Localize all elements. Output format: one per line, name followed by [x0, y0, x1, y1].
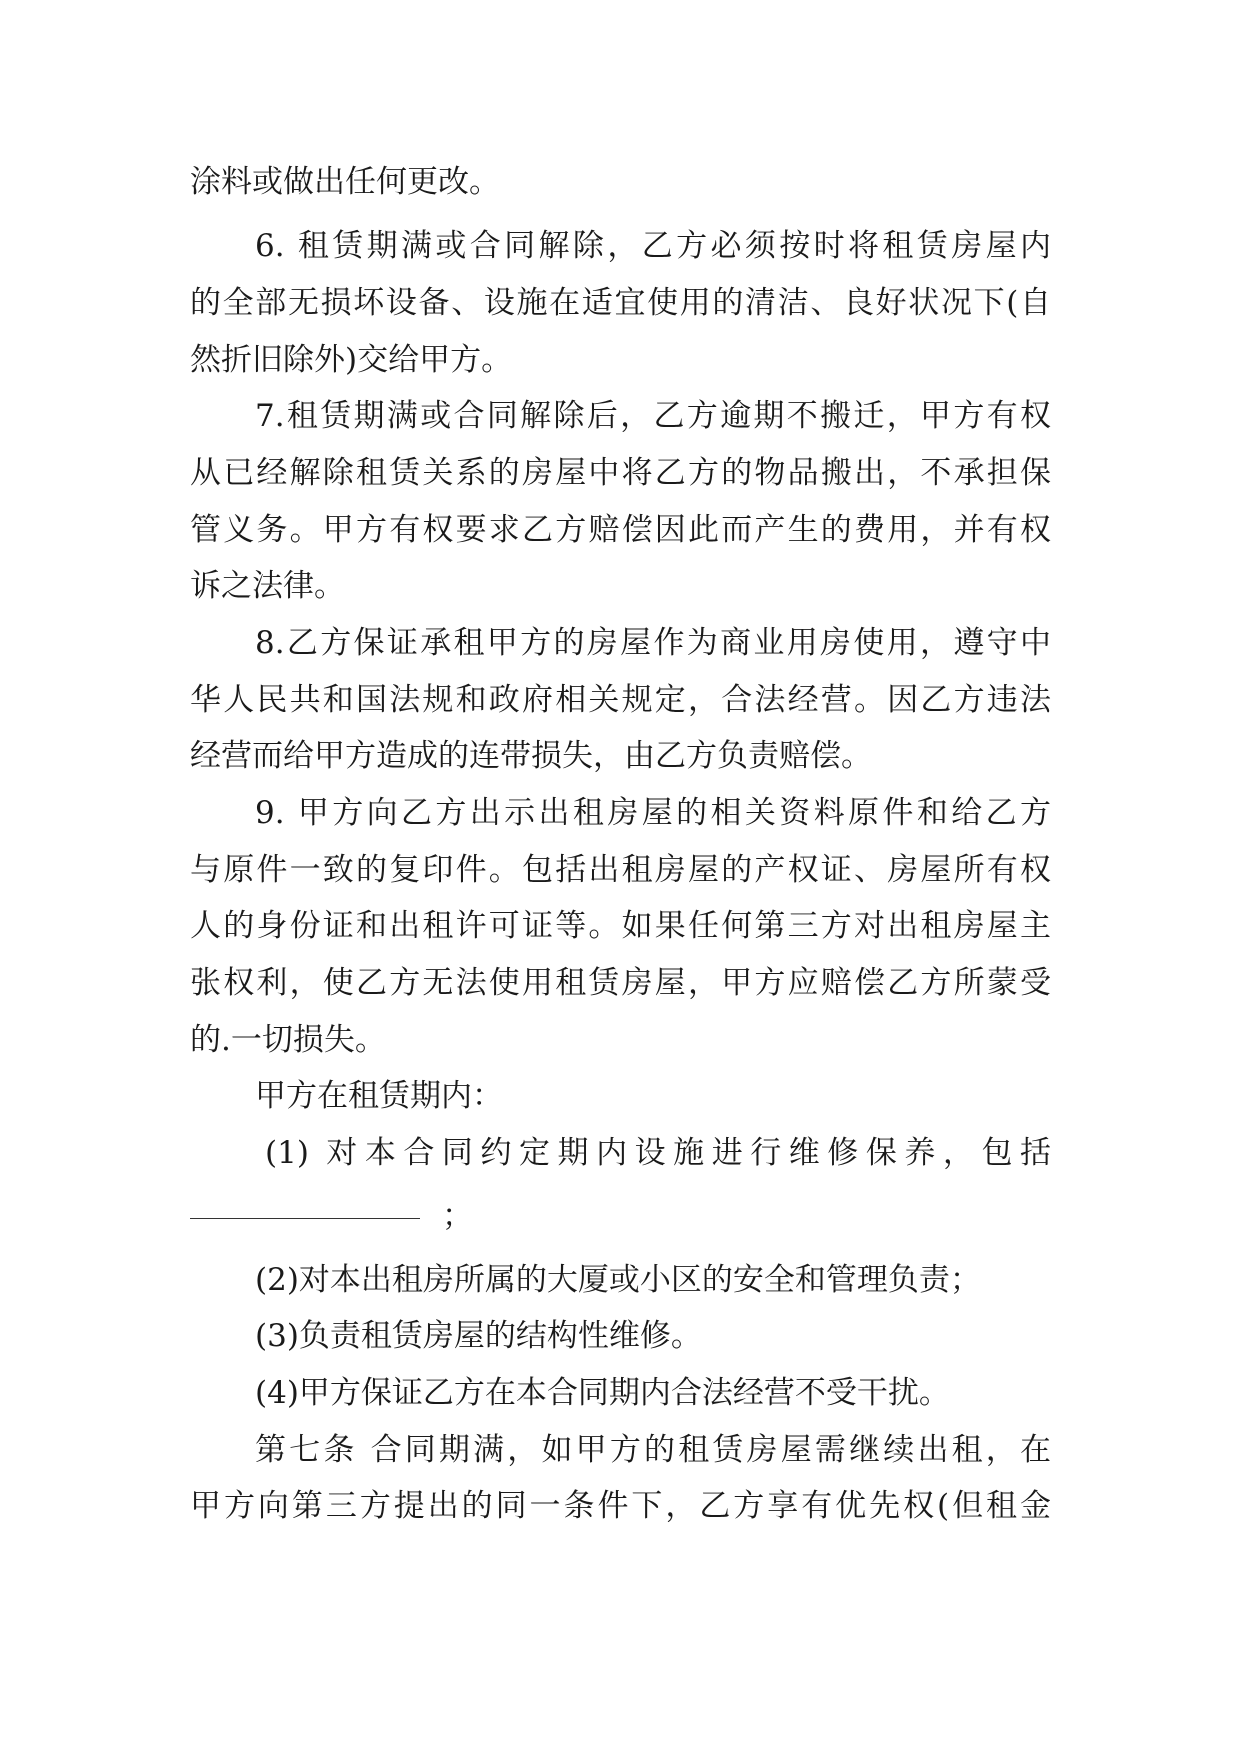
text-line: 的.一切损失。: [190, 1022, 386, 1058]
text-line: 诉之法律。: [190, 568, 345, 604]
text-line: 甲方在租赁期内：: [255, 1078, 503, 1114]
text-line: 与原件一致的复印件。包括出租房屋的产权证、房屋所有权: [190, 852, 1051, 888]
text-line: 人的身份证和出租许可证等。如果任何第三方对出租房屋主: [190, 908, 1051, 944]
text-line: 从已经解除租赁关系的房屋中将乙方的物品搬出，不承担保: [190, 455, 1051, 491]
text-line: 8.乙方保证承租甲方的房屋作为商业用房使用，遵守中: [255, 625, 1051, 661]
text-line: 张权利，使乙方无法使用租赁房屋，甲方应赔偿乙方所蒙受: [190, 965, 1051, 1001]
text-line: 涂料或做出任何更改。: [190, 164, 500, 200]
text-line: (3)负责租赁房屋的结构性维修。: [255, 1318, 702, 1354]
text-line: 华人民共和国法规和政府相关规定，合法经营。因乙方违法: [190, 682, 1051, 718]
text-line: 经营而给甲方造成的连带损失，由乙方负责赔偿。: [190, 738, 872, 774]
text-line: 9. 甲方向乙方出示出租房屋的相关资料原件和给乙方: [255, 795, 1051, 831]
text-line: (4)甲方保证乙方在本合同期内合法经营不受干扰。: [255, 1375, 950, 1411]
text-line: 然折旧除外)交给甲方。: [190, 342, 513, 378]
text-line: 第七条 合同期满，如甲方的租赁房屋需继续出租，在: [255, 1432, 1051, 1468]
text-line: 7.租赁期满或合同解除后，乙方逾期不搬迁，甲方有权: [255, 398, 1051, 434]
text-line: 管义务。甲方有权要求乙方赔偿因此而产生的费用，并有权: [190, 512, 1051, 548]
text-line: 的全部无损坏设备、设施在适宜使用的清洁、良好状况下(自: [190, 285, 1051, 321]
text-line: 甲方向第三方提出的同一条件下，乙方享有优先权(但租金: [190, 1488, 1051, 1524]
text-line: (1) 对本合同约定期内设施进行维修保养，包括: [265, 1135, 1051, 1171]
fill-in-blank: [190, 1218, 420, 1219]
semicolon: ；: [442, 1198, 473, 1234]
text-line: (2)对本出租房所属的大厦或小区的安全和管理负责；: [255, 1262, 981, 1298]
text-line: 6. 租赁期满或合同解除，乙方必须按时将租赁房屋内: [255, 228, 1051, 264]
